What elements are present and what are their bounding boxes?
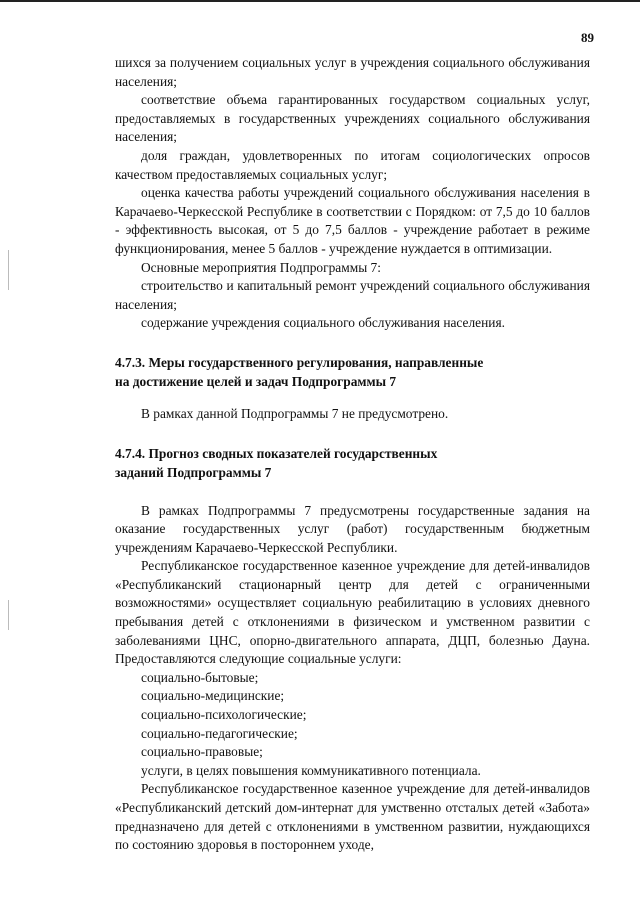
- paragraph: соответствие объема гарантированных государством социальных услуг, предоставляемых в государственных учреждениях социального обслуживания населения;: [115, 92, 590, 145]
- paragraph: Республиканское государственное казенное учреждение для детей-инвалидов «Республиканский стационарный центр для детей с ограниченными возможностями» осуществляет социальную реабилитацию в условиях дневного пребывания детей с отклонениями в физическом и умственном развитии с заболеваниями ЦНС, опорно-двигательного аппарата, ДЦП, болезнью Дауна. Предоставляются следующие социальные услуги:: [115, 558, 590, 667]
- heading-4-7-3: [115, 353, 590, 391]
- scan-top-border: [0, 0, 640, 2]
- list-item: социально-правовые;: [141, 744, 263, 760]
- scan-edge-mark: [8, 600, 9, 630]
- paragraph: шихся за получением социальных услуг в учреждения социального обслуживания населения;: [115, 55, 590, 89]
- page-number: 89: [581, 30, 594, 45]
- paragraph: содержание учреждения социального обслуживания населения.: [141, 315, 505, 331]
- paragraph: строительство и капитальный ремонт учреждений социального обслуживания населения;: [115, 278, 590, 312]
- section-forecast: [115, 502, 590, 855]
- heading-line: заданий Подпрограммы 7: [115, 464, 272, 480]
- document-body: [115, 54, 590, 855]
- heading-line: 4.7.3. Меры государственного регулирования, направленные: [115, 354, 484, 370]
- heading-4-7-4: [115, 444, 590, 482]
- paragraph: доля граждан, удовлетворенных по итогам социологических опросов качеством предоставляемых социальных услуг;: [115, 147, 590, 182]
- list-item: социально-педагогические;: [141, 725, 298, 741]
- heading-line: 4.7.4. Прогноз сводных показателей государственных: [115, 445, 438, 461]
- scan-edge-mark: [8, 250, 9, 290]
- paragraph: В рамках данной Подпрограммы 7 не предусмотрено.: [141, 405, 449, 421]
- list-item: услуги, в целях повышения коммуникативного потенциала.: [141, 762, 481, 778]
- list-item: социально-психологические;: [141, 707, 307, 723]
- paragraph: оценка качества работы учреждений социального обслуживания населения в Карачаево-Черкесской Республике в соответствии с Порядком: от 7,5 до 10 баллов - эффективность высокая, от 5 до 7,5 баллов - учреждение работает в режиме функционирования, менее 5 баллов - учреждение нуждается в оптимизации.: [115, 185, 590, 256]
- list-item: социально-бытовые;: [141, 669, 259, 685]
- paragraph: В рамках Подпрограммы 7 предусмотрены государственные задания на оказание государственных услуг (работ) государственным бюджетным учреждениям Карачаево-Черкесской Республики.: [115, 502, 590, 555]
- heading-line: на достижение целей и задач Подпрограммы 7: [115, 373, 397, 389]
- section-indicators: [115, 54, 590, 333]
- paragraph: Основные мероприятия Подпрограммы 7:: [141, 259, 381, 275]
- list-item: социально-медицинские;: [141, 688, 285, 704]
- paragraph: Республиканское государственное казенное учреждение для детей-инвалидов «Республиканский детский дом-интернат для умственно отсталых детей «Забота» предназначено для детей с отклонениями в умственном развитии, нуждающихся по состоянию здоровья в постороннем уходе,: [115, 781, 590, 853]
